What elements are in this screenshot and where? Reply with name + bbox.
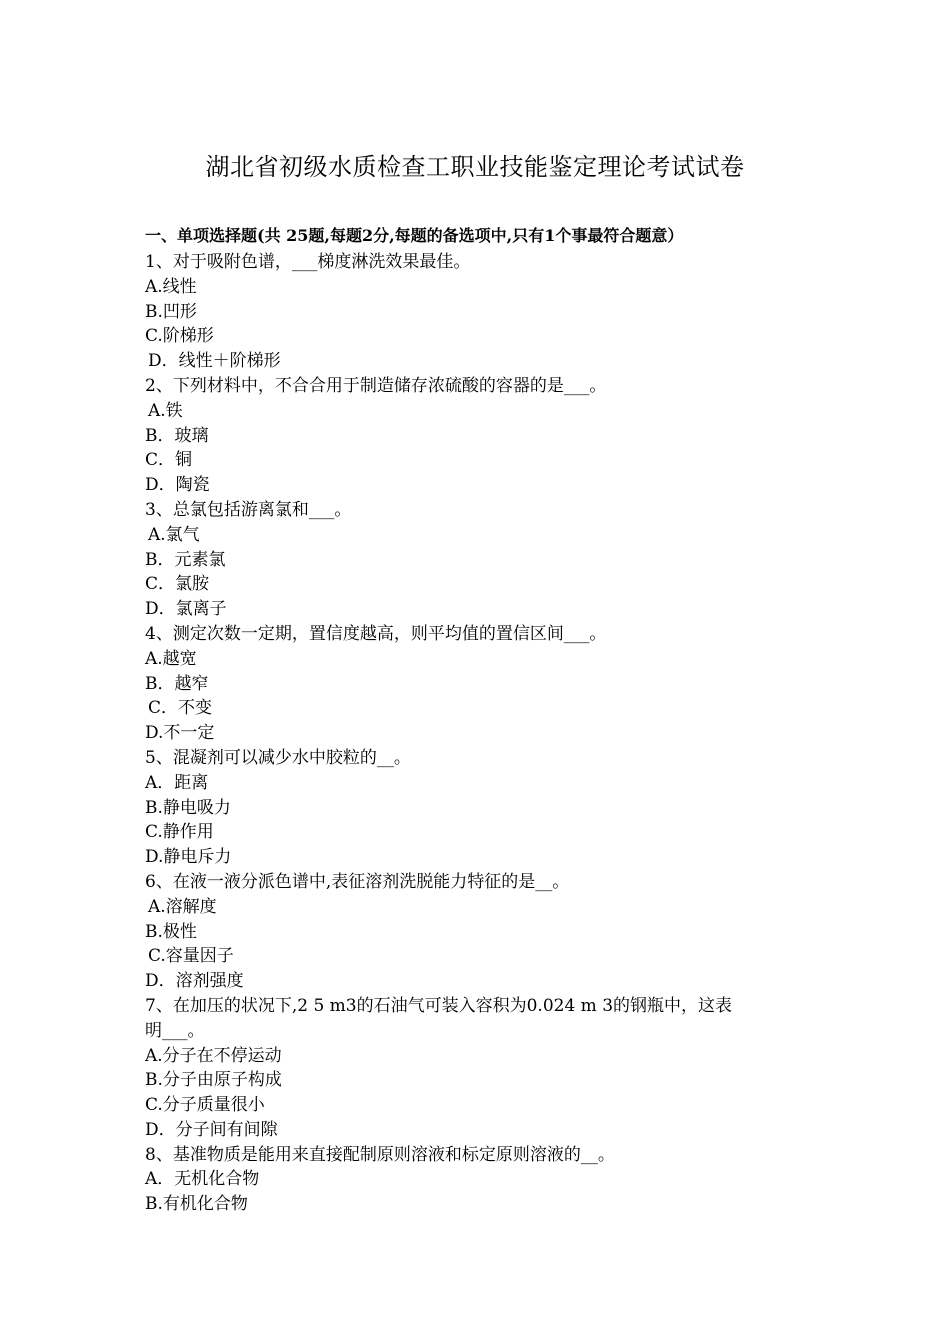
option-4d: D.不一定 bbox=[145, 723, 215, 744]
option-6b: B.极性 bbox=[145, 921, 197, 942]
question-1: 1、对于吸附色谱，___梯度淋洗效果最佳。 bbox=[145, 252, 471, 272]
question-5: 5、混凝剂可以减少水中胶粒的__。 bbox=[145, 747, 411, 768]
option-1d: D．线性＋阶梯形 bbox=[148, 351, 281, 372]
option-2d: D．陶瓷 bbox=[145, 475, 210, 496]
option-6c: C.容量因子 bbox=[148, 946, 234, 967]
option-5c: C.静作用 bbox=[145, 822, 214, 843]
option-1c: C.阶梯形 bbox=[145, 326, 214, 347]
option-7a: A.分子在不停运动 bbox=[145, 1045, 282, 1066]
document-title: 湖北省初级水质检查工职业技能鉴定理论考试试卷 bbox=[205, 153, 745, 181]
option-4a: A.越宽 bbox=[145, 648, 197, 669]
option-3d: D．氯离子 bbox=[145, 599, 227, 620]
option-6a: A.溶解度 bbox=[148, 896, 217, 917]
question-7: 7、在加压的状况下,2 5 m3的石油气可装入容积为0.024 m 3的钢瓶中，这表 bbox=[145, 995, 733, 1016]
section-heading: 一、单项选择题(共 25题,每题2分,每题的备选项中,只有1个事最符合题意） bbox=[145, 226, 684, 245]
option-2a: A.铁 bbox=[148, 400, 183, 421]
option-6d: D．溶剂强度 bbox=[145, 971, 244, 992]
option-3b: B．元素氯 bbox=[145, 549, 226, 570]
option-4b: B．越窄 bbox=[145, 673, 209, 694]
option-7d: D．分子间有间隙 bbox=[145, 1119, 278, 1140]
question-4: 4、测定次数一定期，置信度越高，则平均值的置信区间___。 bbox=[145, 623, 607, 644]
option-1b: B.凹形 bbox=[145, 301, 197, 322]
option-8b: B.有机化合物 bbox=[145, 1194, 248, 1215]
question-8: 8、基准物质是能用来直接配制原则溶液和标定原则溶液的__。 bbox=[145, 1144, 615, 1165]
option-5b: B.静电吸力 bbox=[145, 797, 231, 818]
question-list bbox=[145, 250, 810, 1217]
option-1a: A.线性 bbox=[145, 276, 197, 297]
question-7-continuation: 明___。 bbox=[145, 1020, 205, 1041]
option-7b: B.分子由原子构成 bbox=[145, 1070, 282, 1091]
option-3c: C．氯胺 bbox=[145, 574, 210, 595]
question-6: 6、在液一液分派色谱中,表征溶剂洗脱能力特征的是__。 bbox=[145, 871, 570, 892]
option-4c: C．不变 bbox=[148, 698, 213, 719]
question-3: 3、总氯包括游离氯和___。 bbox=[145, 499, 352, 520]
question-2: 2、下列材料中，不合合用于制造储存浓硫酸的容器的是___。 bbox=[145, 375, 607, 396]
option-7c: C.分子质量很小 bbox=[145, 1095, 265, 1116]
option-2b: B．玻璃 bbox=[145, 425, 209, 446]
option-5a: A．距离 bbox=[145, 772, 209, 793]
option-3a: A.氯气 bbox=[148, 524, 200, 545]
option-2c: C．铜 bbox=[145, 450, 193, 471]
option-5d: D.静电斥力 bbox=[145, 847, 232, 868]
option-8a: A．无机化合物 bbox=[145, 1169, 260, 1190]
